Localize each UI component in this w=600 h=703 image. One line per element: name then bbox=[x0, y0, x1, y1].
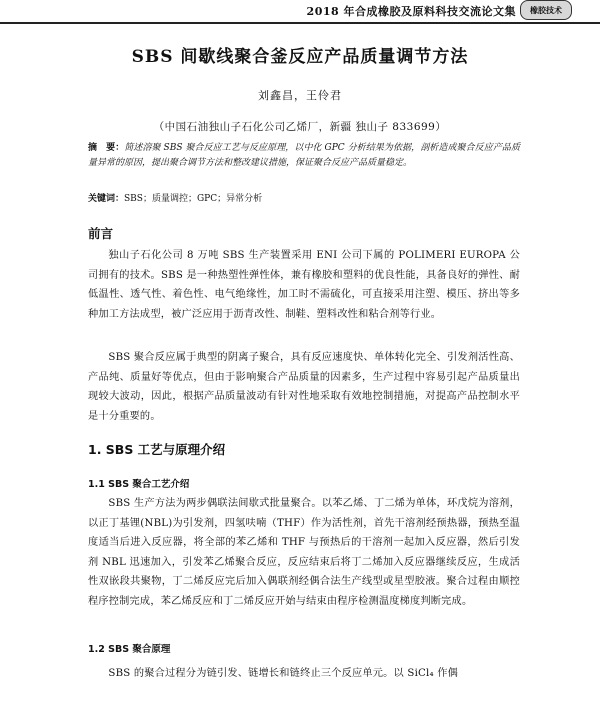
running-title: 2018 年合成橡胶及原料科技交流论文集 bbox=[306, 5, 516, 18]
keywords bbox=[88, 193, 520, 205]
preface-paragraph-1: 独山子石化公司 8 万吨 SBS 生产装置采用 ENI 公司下属的 POLIMERI EUROPA 公司拥有的技术。SBS 是一种热塑性弹性体，兼有橡胶和塑料的优良性能，具备良好的弹性、耐低温性、透气性、着色性、电气绝缘性，加工时不需硫化，可直接采用注塑、模压、挤出等多种加工方法成型，被广泛应用于沥青改性、制鞋、塑料改性和粘合剂等行业。 bbox=[88, 250, 520, 320]
section-1-heading: 1. SBS 工艺与原理介绍 bbox=[88, 442, 226, 457]
paper-affiliation: （中国石油独山子石化公司乙烯厂，新疆 独山子 833699） bbox=[153, 121, 447, 133]
abstract bbox=[88, 141, 520, 171]
preface-paragraph-2: SBS 聚合反应属于典型的阴离子聚合，具有反应速度快、单体转化完全、引发剂活性高、产品纯、质量好等优点，但由于影响聚合产品质量的因素多，生产过程中容易引起产品质量出现较大波动，因此，根据产品质量波动有针对性地采取有效地控制措施，对提高产品控制水平是十分重要的。 bbox=[88, 352, 520, 422]
paper-authors: 刘鑫昌，王伶君 bbox=[258, 89, 342, 102]
preface-heading: 前言 bbox=[88, 226, 114, 241]
keywords-text: SBS；质量调控；GPC；异常分析 bbox=[124, 194, 263, 204]
abstract-text: 简述溶聚 SBS 聚合反应工艺与反应原理，以中化 GPC 分析结果为依据，剖析造成聚合反应产品质量异常的原因，提出聚合调节方法和整改建议措施，保证聚合反应产品质量稳定。 bbox=[88, 143, 520, 168]
section-1-2-paragraph: SBS 的聚合过程分为链引发、链增长和链终止三个反应单元。以 SiCl₄ 作偶 bbox=[108, 668, 458, 679]
abstract-label: 摘 要： bbox=[88, 143, 125, 153]
section-1-1-paragraph: SBS 生产方法为两步偶联法间歇式批量聚合。以苯乙烯、丁二烯为单体，环戊烷为溶剂，以正丁基锂(NBL)为引发剂，四氢呋喃（THF）作为活性剂，首先干溶剂经预热器，预热至温度适当后进入反应器，将全部的苯乙烯和 THF 与预热后的干溶剂一起加入反应器，然后引发剂 NBL 迅速加入，引发苯乙烯聚合反应，反应结束后将丁二烯加入反应器继续反应，生成活性双嵌段共聚物，丁二烯反应完后加入偶联剂经偶合法生产线型或星型胶液。聚合过程由顺控程序控制完成，苯乙烯反应和丁二烯反应开始与结束由程序检测温度梯度判断完成。 bbox=[88, 498, 520, 607]
keywords-label: 关键词： bbox=[88, 194, 125, 204]
section-1-2-heading: 1.2 SBS 聚合原理 bbox=[88, 644, 171, 655]
conference-logo: 橡胶技术 bbox=[520, 0, 572, 20]
section-1-1-heading: 1.1 SBS 聚合工艺介绍 bbox=[88, 479, 190, 490]
running-header bbox=[0, 0, 600, 24]
paper-title: SBS 间歇线聚合釜反应产品质量调节方法 bbox=[131, 47, 469, 67]
